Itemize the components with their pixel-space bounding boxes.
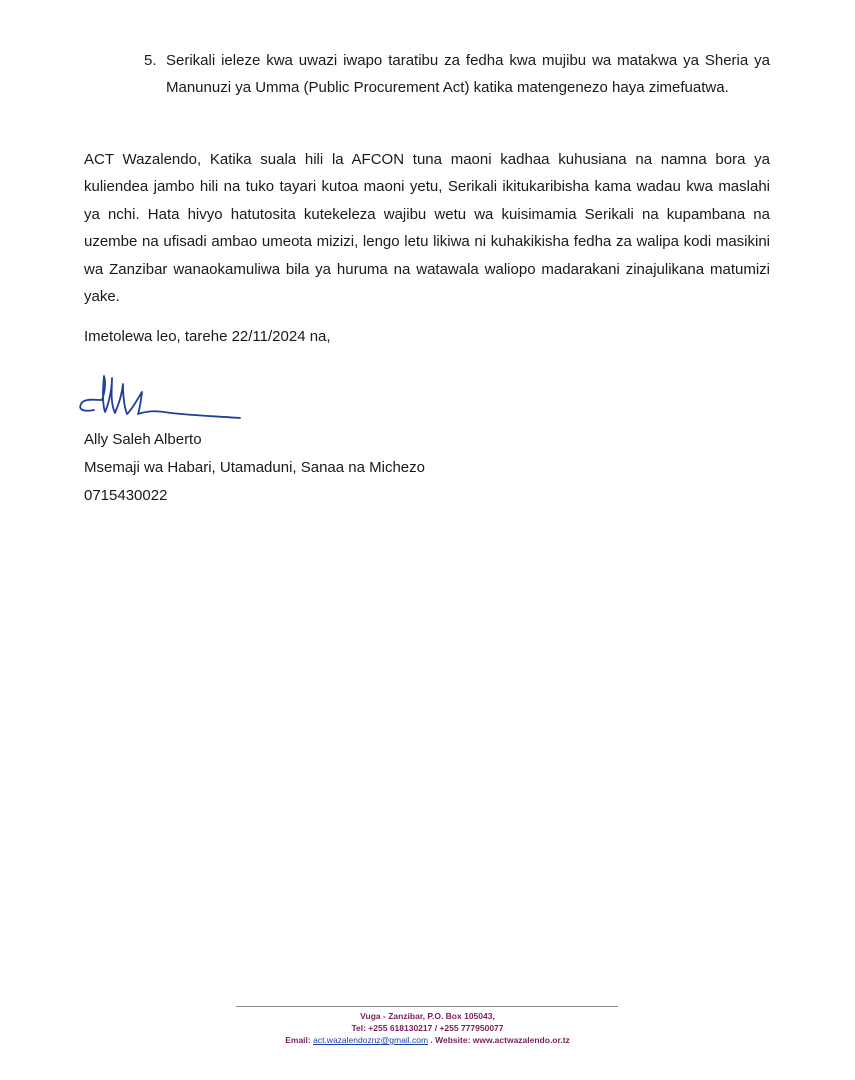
footer-email-link[interactable]: act.wazalendoznz@gmail.com — [313, 1035, 429, 1045]
list-item-number: 5. — [144, 52, 157, 69]
signatory-phone: 0715430022 — [84, 487, 168, 504]
signatory-name: Ally Saleh Alberto — [84, 431, 202, 448]
footer-website-label: . Website: — [430, 1035, 471, 1045]
footer-website[interactable]: www.actwazalendo.or.tz — [472, 1035, 570, 1045]
list-item-text: Serikali ieleze kwa uwazi iwapo taratibu za fedha kwa mujibu wa matakwa ya Sheria ya Manunuzi ya Umma (Public Procurement Act) katika matengenezo haya zimefuatwa. — [166, 52, 770, 96]
footer-contact-line — [0, 1034, 855, 1046]
footer-address: Vuga - Zanzibar, P.O. Box 105043, — [360, 1011, 495, 1021]
footer-telephone: Tel: +255 618130217 / +255 777950077 — [351, 1023, 504, 1033]
list-item-5 — [144, 47, 770, 101]
signatory-title: Msemaji wa Habari, Utamaduni, Sanaa na Michezo — [84, 459, 425, 476]
footer-email-label: Email: — [285, 1035, 311, 1045]
footer-divider — [236, 1006, 618, 1007]
statement-paragraph: ACT Wazalendo, Katika suala hili la AFCON tuna maoni kadhaa kuhusiana na namna bora ya kuliendea jambo hili na tuko tayari kutoa maoni yetu, Serikali ikitukaribisha kama wadau kwa maslahi ya nchi. Hata hivyo hatutosita kutekeleza wajibu wetu wa kuisimamia Serikali na kupambana na uzembe na ufisadi ambao umeota mizizi, lengo letu likiwa ni kuhakikisha fedha za walipa kodi masikini wa Zanzibar wanaokamuliwa bila ya huruma na watawala waliopo madarakani zinajulikana matumizi yake. — [84, 151, 770, 306]
issued-date-line: Imetolewa leo, tarehe 22/11/2024 na, — [84, 328, 331, 345]
signature-block — [84, 426, 425, 510]
